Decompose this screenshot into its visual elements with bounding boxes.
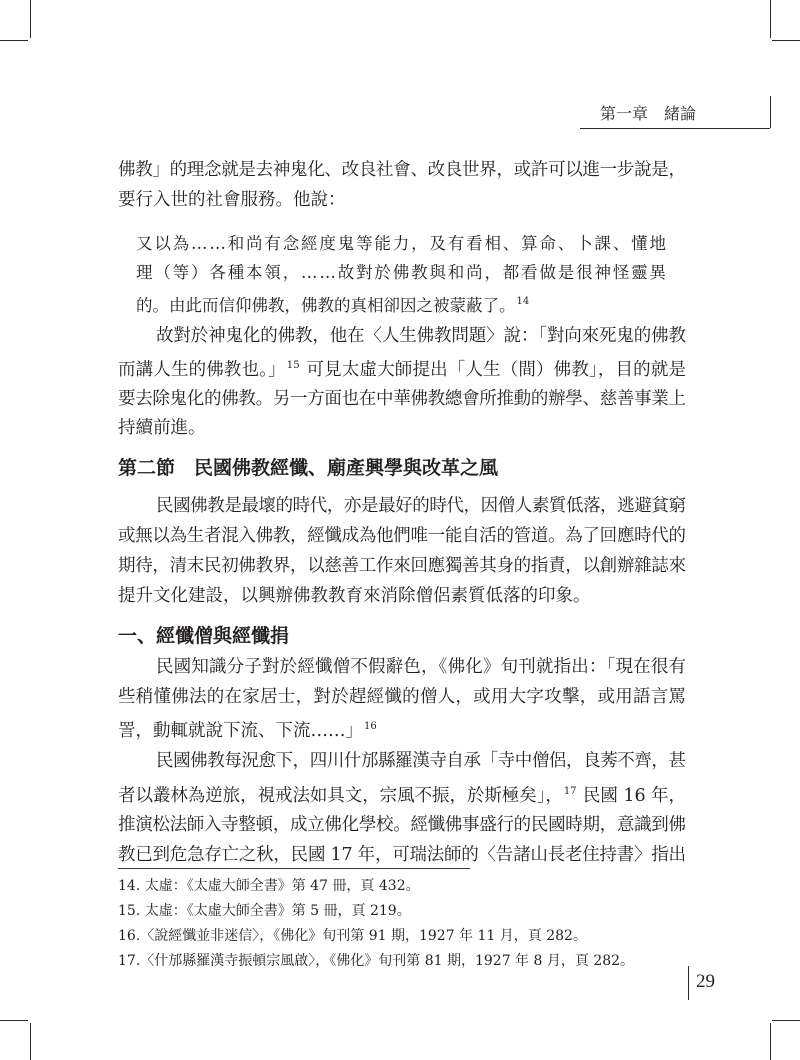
block-quote xyxy=(136,229,666,320)
header-rule xyxy=(580,128,770,129)
footnote-ref: 14 xyxy=(516,296,530,307)
page-number: 29 xyxy=(696,971,715,992)
body-line: 持續前進。 xyxy=(118,418,206,438)
body-line: 推演松法師入寺整頓，成立佛化學校。經懺佛事盛行的民國時期，意識到佛 xyxy=(118,815,686,835)
running-header: 第一章 緒論 xyxy=(600,104,697,123)
crop-mark-top-left-v xyxy=(30,0,31,38)
body-line: 要行入世的社會服務。他說： xyxy=(118,190,346,210)
subheading: 一、經懺僧與經懺捐 xyxy=(118,625,290,647)
crop-mark-bottom-left-h xyxy=(0,1020,28,1021)
footnote-ref: 15 xyxy=(286,360,300,371)
body-line: 期待，清末民初佛教界，以慈善工作來回應獨善其身的指責，以創辦雜誌來 xyxy=(118,556,686,576)
footnotes xyxy=(118,874,686,974)
paragraph-2 xyxy=(118,491,686,611)
body-line: 佛教」的理念就是去神鬼化、改良社會、改良世界，或許可以進一步說是， xyxy=(118,160,686,180)
body-line: 故對於神鬼化的佛教，他在〈人生佛教問題〉說：「對向來死鬼的佛教 xyxy=(156,326,686,346)
crop-mark-bottom-left-v xyxy=(30,1023,31,1060)
footnote-ref: 17 xyxy=(563,785,577,797)
crop-mark-top-left-h xyxy=(0,40,28,41)
crop-mark-top-right-h xyxy=(772,40,800,41)
paragraph-3 xyxy=(118,653,686,747)
body-line: 民國知識分子對於經懺僧不假辭色，《佛化》旬刊就指出：「現在很有 xyxy=(156,657,687,677)
body-line: 者以叢林為逆旅，視戒法如具文，宗風不振，於斯極矣」，$^{17}$ 民國 16 年， xyxy=(118,785,686,806)
body-line: 些稍懂佛法的在家居士，對於趕經懺的僧人，或用大字攻擊，或用語言罵 xyxy=(118,686,687,707)
quote-line: 理（等）各種本領，……故對於佛教與和尚，都看做是很神怪靈異 xyxy=(136,263,668,282)
body-line: 而講人生的佛教也。」$^{15}$ 可見太虛大師提出「人生（間）佛教」，目的就是 xyxy=(118,360,687,380)
footnote: 17.〈什邡縣羅漢寺振頓宗風啟〉，《佛化》旬刊第 81 期，1927 年 8 月，頁 282。 xyxy=(118,953,635,969)
crop-mark-top-right-v xyxy=(770,0,771,38)
footnote-ref: 16 xyxy=(364,721,377,732)
crop-mark-bottom-right-h xyxy=(772,1020,800,1021)
body-line: 教已到危急存亡之秋，民國 17 年，可瑞法師的〈告諸山長老住持書〉指出 xyxy=(118,844,686,865)
body-line: 詈，動輒就說下流、下流……」$^{16}$ xyxy=(118,721,377,741)
quote-line: 的。由此而信仰佛教，佛教的真相卻因之被蒙蔽了。$^{14}$ xyxy=(136,296,530,315)
footnote-separator xyxy=(118,868,470,869)
crop-mark-bottom-right-v xyxy=(770,1023,771,1060)
paragraph-4 xyxy=(118,747,686,870)
header-tick xyxy=(770,96,771,128)
body-line: 民國佛教是最壞的時代，亦是最好的時代，因僧人素質低落，逃避貧窮 xyxy=(156,496,686,516)
quote-line: 又以為……和尚有念經度鬼等能力，及有看相、算命、卜課、懂地 xyxy=(136,234,668,253)
body-line: 要去除鬼化的佛教。另一方面也在中華佛教總會所推動的辦學、慈善事業上 xyxy=(118,389,686,409)
body-line: 民國佛教每況愈下，四川什邡縣羅漢寺自承「寺中僧侶，良莠不齊，甚 xyxy=(156,751,686,771)
footnote: 14. 太虛：《太虛大師全書》第 47 冊，頁 432。 xyxy=(118,878,420,894)
page-number-bar xyxy=(688,966,689,1000)
paragraph-1 xyxy=(118,322,686,443)
section-heading: 第二節 民國佛教經懺、廟產興學與改革之風 xyxy=(118,457,499,479)
intro-paragraph xyxy=(118,155,686,215)
body-line: 提升文化建設，以興辦佛教教育來消除僧侶素質低落的印象。 xyxy=(118,586,591,606)
footnote: 15. 太虛：《太虛大師全書》第 5 冊，頁 219。 xyxy=(118,903,411,919)
footnote: 16.〈說經懺並非迷信〉，《佛化》旬刊第 91 期，1927 年 11 月，頁 282。 xyxy=(118,928,587,944)
body-line: 或無以為生者混入佛教，經懺成為他們唯一能自活的管道。為了回應時代的 xyxy=(118,526,686,546)
